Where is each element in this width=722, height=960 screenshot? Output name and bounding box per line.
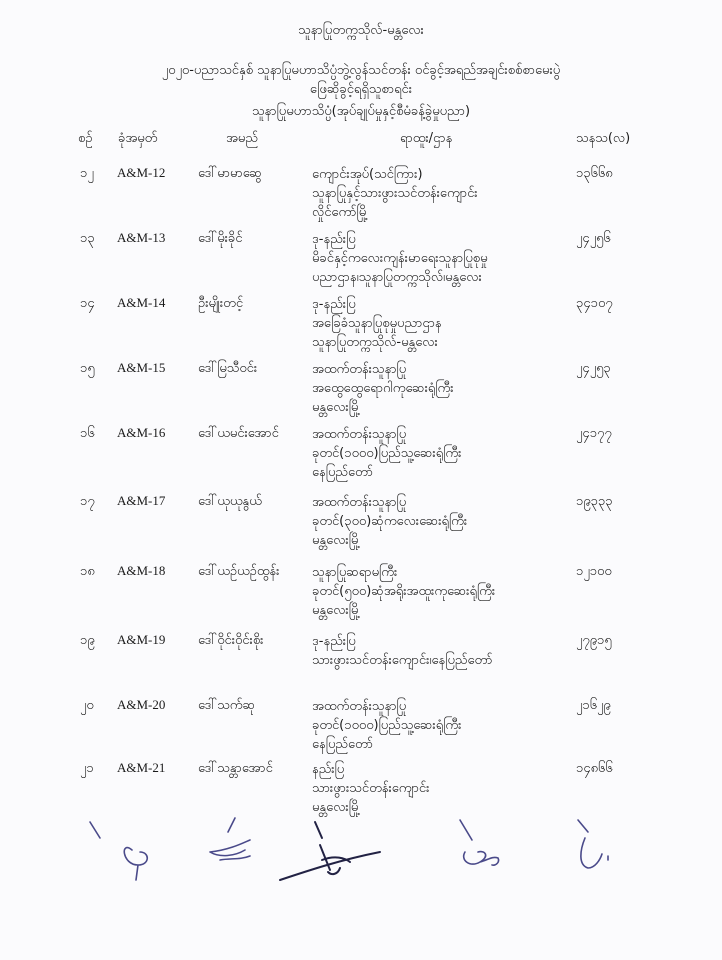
rank-line: သားဖွားသင်တန်းကျောင်း၊နေပြည်တော် <box>312 653 493 668</box>
row-number: ၁၇ <box>80 494 95 509</box>
rank-department <box>312 230 488 287</box>
table-row <box>0 563 722 623</box>
rank-department <box>312 295 442 352</box>
rank-line: မန္တလေးမြို့ <box>312 533 361 548</box>
candidate-name: ဒေါ်ယမင်းအောင် <box>198 426 279 441</box>
rank-line: အထွေထွေရောဂါကုဆေးရုံကြီး <box>312 381 454 396</box>
col-header-name: အမည် <box>226 131 258 146</box>
rank-line: နေပြည်တော် <box>312 737 374 752</box>
candidate-name: ဦးမျိုးတင့် <box>198 296 244 311</box>
signature-3 <box>280 822 380 880</box>
rank-line: အထက်တန်းသူနာပြု <box>312 495 407 510</box>
seat-code: A&M-16 <box>117 425 166 440</box>
row-number: ၁၃ <box>80 231 95 246</box>
rank-department <box>312 697 461 754</box>
rank-line: ခုတင်(၅၀၀)ဆုံအရိုးအထူးကုဆေးရုံကြီး <box>312 584 496 599</box>
candidate-name: ဒေါ်ယဉ်ယဉ်ထွန်း <box>198 564 280 579</box>
row-number: ၂၀ <box>80 698 94 713</box>
seat-code: A&M-14 <box>117 295 166 310</box>
rank-line: မန္တလေးမြို့ <box>312 800 361 815</box>
table-row <box>0 493 722 553</box>
id-number: ၂၇၉၁၅ <box>576 633 612 648</box>
table-row <box>0 230 722 290</box>
seat-code: A&M-20 <box>117 697 166 712</box>
id-number: ၂၁၆၂၉ <box>576 698 611 713</box>
rank-line: နည်းပြ <box>312 762 345 777</box>
rank-line: သူနာပြုတက္ကသိုလ်-မန္တလေး <box>312 335 438 350</box>
seat-code: A&M-12 <box>117 165 166 180</box>
seat-code: A&M-17 <box>117 493 166 508</box>
rank-line: လှိုင်ကော်မြို့ <box>312 205 369 220</box>
rank-department <box>312 425 461 482</box>
rank-department <box>312 165 478 222</box>
id-number: ၂၄၂၅၆ <box>576 231 611 246</box>
rank-line: မန္တလေးမြို့ <box>312 603 361 618</box>
seat-code: A&M-13 <box>117 230 166 245</box>
program-title: သူနာပြုမဟာသိပ္ပံ(အုပ်ချုပ်မှုနှင့်စီမံခန့်ခွဲမှုပညာ) <box>251 104 471 119</box>
row-number: ၂၁ <box>80 761 94 776</box>
rank-department <box>312 360 454 417</box>
rank-line: အထက်တန်းသူနာပြု <box>312 362 407 377</box>
rank-line: အထက်တန်းသူနာပြု <box>312 699 407 714</box>
rank-department <box>312 632 493 670</box>
rank-line: ခုတင်(၃၀၀)ဆုံကလေးဆေးရုံကြီး <box>312 514 468 529</box>
id-number: ၃၄၁၀၇ <box>576 296 613 311</box>
col-header-no: စဉ် <box>78 131 93 146</box>
table-row <box>0 360 722 420</box>
candidate-name: ဒေါ်မြသီဝင်း <box>198 361 258 376</box>
candidate-name: ဒေါ်မိုးခိုင် <box>198 231 243 246</box>
rank-line: သူနာပြုနှင့်သားဖွားသင်တန်းကျောင်း <box>312 186 478 201</box>
rank-department <box>312 563 495 620</box>
rank-line: သူနာပြုဆရာမကြီး <box>312 565 398 580</box>
table-row <box>0 295 722 355</box>
signature-2 <box>210 818 250 860</box>
id-number: ၂၄၂၅၃ <box>576 361 611 376</box>
seat-code: A&M-18 <box>117 563 166 578</box>
rank-line: ကျောင်းအုပ်(သင်ကြား) <box>312 167 423 182</box>
rank-line: သားဖွားသင်တန်းကျောင်း <box>312 781 430 796</box>
table-row <box>0 425 722 485</box>
candidate-name: ဒေါ်သန္တာအောင် <box>198 761 273 776</box>
signature-1 <box>90 822 147 880</box>
id-number: ၁၂၁၀၀ <box>576 564 612 579</box>
rank-line: အခြေခံသူနာပြုစုမှုပညာဌာန <box>312 316 442 331</box>
candidate-name: ဒေါ်ယုယုနွယ် <box>198 494 262 509</box>
rank-line: မန္တလေးမြို့ <box>312 400 361 415</box>
candidate-name: ဒေါ်မာမာဆွေ <box>198 166 262 181</box>
id-number: ၁၉၃၃၃ <box>576 494 613 509</box>
seat-code: A&M-21 <box>117 760 166 775</box>
row-number: ၁၄ <box>80 296 95 311</box>
id-number: ၂၄၁၇၇ <box>576 426 612 441</box>
exam-title: ၂၀၂၀-ပညာသင်နှစ် သူနာပြုမဟာသိပ္ပံဘွဲ့လွန်သင်တန်း ဝင်ခွင့်အရည်အချင်းစစ်စာမေးပွဲ <box>161 63 561 78</box>
row-number: ၁၈ <box>80 564 95 579</box>
seat-code: A&M-19 <box>117 632 166 647</box>
rank-line: ပညာဌာန၊သူနာပြုတက္ကသိုလ်၊မန္တလေး <box>312 270 482 285</box>
table-row <box>0 697 722 757</box>
candidate-name: ဒေါ်ဝိုင်းဝိုင်းစိုး <box>198 633 264 648</box>
candidate-name: ဒေါ်သက်ဆု <box>198 698 256 713</box>
id-number: ၁၃၆၆၈ <box>576 166 613 181</box>
row-number: ၁၅ <box>80 361 95 376</box>
rank-department <box>312 493 467 550</box>
rank-line: ဒု-နည်းပြ <box>312 634 356 649</box>
row-number: ၁၂ <box>80 166 94 181</box>
table-row <box>0 165 722 225</box>
rank-line: ဒု-နည်းပြ <box>312 232 356 247</box>
id-number: ၁၄၈၆၆ <box>576 761 613 776</box>
col-header-rank: ရာထူး/ဌာန <box>400 131 453 146</box>
row-number: ၁၆ <box>80 426 95 441</box>
rank-department <box>312 760 429 817</box>
signature-4 <box>460 820 499 865</box>
rank-line: အထက်တန်းသူနာပြု <box>312 427 407 442</box>
rank-line: ဒု-နည်းပြ <box>312 297 356 312</box>
rank-line: နေပြည်တော် <box>312 465 374 480</box>
rank-line: ခုတင်(၁၀၀၀)ပြည်သူ့ဆေးရုံကြီး <box>312 446 462 461</box>
list-title: ဖြေဆိုခွင့်ရရှိသူစာရင်း <box>309 82 413 97</box>
rank-line: မိခင်နှင့်ကလေးကျန်းမာရေးသူနာပြုစုမှု <box>312 251 488 266</box>
table-row <box>0 632 722 692</box>
signature-5 <box>578 820 608 868</box>
signatures-area <box>60 810 660 910</box>
col-header-id: သနသ(လ) <box>576 131 631 146</box>
rank-line: ခုတင်(၁၀၀၀)ပြည်သူ့ဆေးရုံကြီး <box>312 718 462 733</box>
row-number: ၁၉ <box>80 633 95 648</box>
university-title: သူနာပြုတက္ကသိုလ်-မန္တလေး <box>298 23 424 38</box>
col-header-code: ခုံအမှတ် <box>118 131 158 146</box>
seat-code: A&M-15 <box>117 360 166 375</box>
